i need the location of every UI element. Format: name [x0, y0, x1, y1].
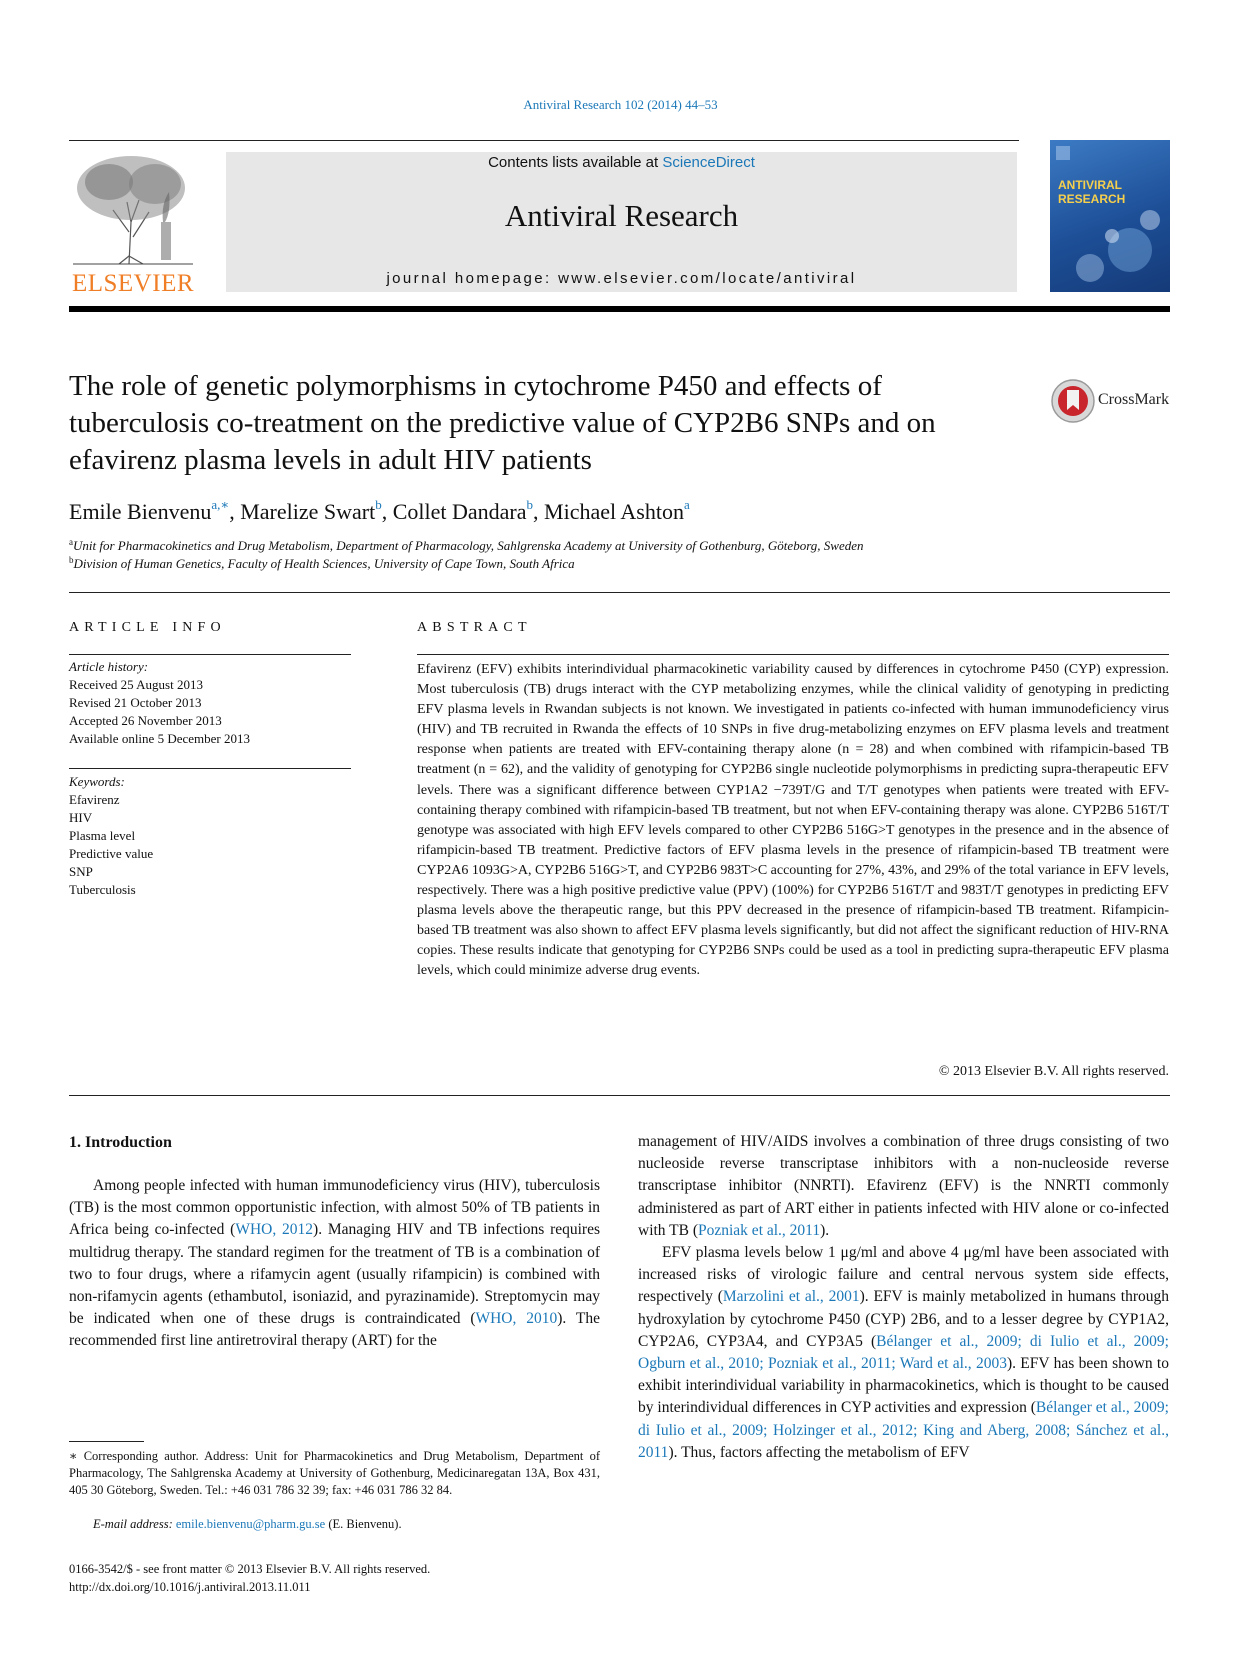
- intro-paragraph: [638, 1131, 1169, 1242]
- paragraph-text: ). Managing HIV and TB infections requires multidrug therapy. The standard regimen for the treatment of TB is a combination of two to four drugs, where a rifamycin agent (usually rifampicin) is combined with non-rifamycin agents (ethambutol, isoniazid, and pyrazinamide). Streptomycin may be indicated when one of these drugs is contraindicated (: [69, 1221, 600, 1328]
- reference-link[interactable]: Bélanger et al., 2009; di Iulio et al., 2009; Holzinger et al., 2012; King and Aberg, 2008; Sánchez et al., 2011: [638, 1399, 1169, 1461]
- crossmark-badge[interactable]: [1050, 378, 1180, 424]
- abstract-heading: ABSTRACT: [417, 620, 532, 635]
- keyword-item: Tuberculosis: [69, 882, 136, 897]
- email-label: E-mail address:: [93, 1517, 176, 1531]
- history-item: Accepted 26 November 2013: [69, 713, 222, 728]
- section-heading: 1. Introduction: [69, 1134, 172, 1151]
- header-thick-rule: [69, 306, 1170, 312]
- cover-art-icon: [1050, 140, 1170, 292]
- article-history: [69, 658, 351, 748]
- reference-link[interactable]: Pozniak et al., 2011: [698, 1221, 821, 1239]
- author-affiliation-mark[interactable]: b: [375, 497, 382, 512]
- abstract-copyright: © 2013 Elsevier B.V. All rights reserved.: [938, 1064, 1169, 1079]
- author-separator: ,: [381, 499, 393, 524]
- author-list: [69, 497, 690, 525]
- keyword-item: SNP: [69, 864, 93, 879]
- intro-paragraph: [638, 1242, 1169, 1464]
- intro-right-column: [638, 1131, 1169, 1464]
- reference-link[interactable]: Bélanger et al., 2009; di Iulio et al., 2009; Ogburn et al., 2010; Pozniak et al., 2011; Ward et al., 2003: [638, 1332, 1169, 1373]
- email-suffix: (E. Bienvenu).: [325, 1517, 402, 1531]
- elsevier-logo[interactable]: [69, 152, 197, 296]
- article-title: The role of genetic polymorphisms in cytochrome P450 and effects of tuberculosis co-treatment on the predictive value of CYP2B6 SNPs and on efavirenz plasma levels in adult HIV patients: [69, 370, 936, 476]
- reference-link[interactable]: WHO, 2012: [235, 1221, 314, 1239]
- divider: [417, 654, 1169, 655]
- author-name[interactable]: Emile Bienvenu: [69, 499, 212, 524]
- affiliation: [69, 555, 575, 572]
- crossmark-label: CrossMark: [1098, 391, 1170, 408]
- email-link[interactable]: emile.bienvenu@pharm.gu.se: [175, 1517, 326, 1531]
- history-item: Available online 5 December 2013: [69, 731, 250, 746]
- divider: [69, 592, 1170, 593]
- journal-cover[interactable]: [1050, 140, 1170, 292]
- divider: [69, 654, 351, 655]
- keyword-item: Predictive value: [69, 846, 154, 861]
- affiliation-text: Division of Human Genetics, Faculty of Health Sciences, University of Cape Town, South Africa: [73, 556, 575, 571]
- email-footnote: [93, 1516, 600, 1533]
- intro-left-column: [69, 1175, 600, 1353]
- corresponding-author-footnote: ∗ Corresponding author. Address: Unit for Pharmacokinetics and Drug Metabolism, Department of Pharmacology, The Sahlgrenska Academy at University of Gothenburg, Medicinaregatan 13A, Box 431, 405 30 Göteborg, Sweden. Tel.: +46 031 786 32 39; fax: +46 031 786 32 84.: [69, 1449, 600, 1497]
- intro-paragraph: [69, 1175, 600, 1353]
- contents-prefix: Contents lists available at: [488, 154, 663, 171]
- paragraph-text: ). Thus, factors affecting the metabolism of EFV: [668, 1443, 970, 1461]
- divider: [69, 768, 351, 769]
- author-name[interactable]: Michael Ashton: [544, 499, 684, 524]
- affiliation-key: a: [69, 537, 73, 547]
- history-label: Article history:: [69, 659, 149, 674]
- divider: [69, 1095, 1170, 1096]
- issn-line: 0166-3542/$ - see front matter © 2013 Elsevier B.V. All rights reserved.: [69, 1562, 431, 1576]
- author-name[interactable]: Collet Dandara: [392, 499, 527, 524]
- journal-citation[interactable]: Antiviral Research 102 (2014) 44–53: [523, 97, 718, 112]
- doi-link[interactable]: http://dx.doi.org/10.1016/j.antiviral.2013.11.011: [69, 1580, 311, 1594]
- keyword-item: Efavirenz: [69, 792, 120, 807]
- keywords-label: Keywords:: [69, 774, 125, 789]
- contents-line: [226, 154, 1017, 171]
- header-rule: [69, 140, 1019, 141]
- footnote-rule: [69, 1441, 144, 1442]
- affiliation: [69, 537, 863, 554]
- paragraph-text: ). The recommended first line antiretroviral therapy (ART) for the: [69, 1310, 600, 1350]
- paragraph-text: ). EFV is mainly metabolized in humans through hydroxylation by cytochrome P450 (CYP) 2B6, and to a lesser degree by CYP1A2, CYP2A6, CYP3A4, and CYP3A5 (: [638, 1288, 1170, 1350]
- author-affiliation-mark[interactable]: b: [526, 497, 534, 512]
- journal-homepage[interactable]: journal homepage: www.elsevier.com/locate/antiviral: [386, 270, 857, 287]
- author-separator: ,: [229, 499, 241, 524]
- history-item: Revised 21 October 2013: [69, 695, 202, 710]
- cover-title: ANTIVIRAL RESEARCH: [1058, 178, 1126, 206]
- keyword-item: Plasma level: [69, 828, 136, 843]
- keywords: [69, 773, 351, 899]
- crossmark-icon: [1050, 378, 1096, 424]
- paragraph-text: management of HIV/AIDS involves a combination of three drugs consisting of two nucleoside reverse transcriptase inhibitors with a non-nucleoside reverse transcriptase inhibitor (NNRTI). Efavirenz (EFV) is the NNRTI commonly administered as part of ART either in patients infected with HIV alone or co-infected with TB (: [638, 1133, 1169, 1239]
- history-item: Received 25 August 2013: [69, 677, 203, 692]
- paragraph-text: ). EFV has been shown to exhibit interindividual variability in pharmacokinetics, which is thought to be caused by interindividual differences in CYP activities and expression (: [638, 1355, 1169, 1417]
- paragraph-text: EFV plasma levels below 1 μg/ml and above 4 μg/ml have been associated with increased risks of virologic failure and central nervous system side effects, respectively (: [638, 1244, 1169, 1306]
- keyword-item: HIV: [69, 810, 93, 825]
- reference-link[interactable]: WHO, 2010: [475, 1310, 558, 1328]
- publisher-name: ELSEVIER: [71, 270, 195, 297]
- affiliation-text: Unit for Pharmacokinetics and Drug Metabolism, Department of Pharmacology, Sahlgrenska Academy at University of Gothenburg, Göteborg, Sweden: [73, 538, 864, 553]
- tree-icon: [69, 152, 197, 266]
- journal-name: Antiviral Research: [504, 198, 739, 233]
- author-separator: ,: [533, 499, 545, 524]
- reference-link[interactable]: Marzolini et al., 2001: [722, 1288, 860, 1306]
- sciencedirect-link[interactable]: ScienceDirect: [662, 154, 755, 171]
- paragraph-text: Among people infected with human immunodeficiency virus (HIV), tuberculosis (TB) is the most common opportunistic infection, with almost 50% of TB patients in Africa being co-infected (: [69, 1177, 600, 1239]
- author-name[interactable]: Marelize Swart: [240, 499, 376, 524]
- affiliation-key: b: [69, 555, 74, 565]
- abstract-text: Efavirenz (EFV) exhibits interindividual pharmacokinetic variability caused by differences in cytochrome P450 (CYP) expression. Most tuberculosis (TB) drugs interact with the CYP metabolizing enzymes, while the clinical validity of genotyping in predicting EFV plasma levels in Rwandan subjects is not known. We investigated in patients co-infected with human immunodeficiency virus (HIV) and TB recruited in Rwanda the effects of 10 SNPs in five drug-metabolizing enzymes on EFV plasma levels and treatment response when patients are treated with EFV-containing therapy alone (n = 28) and when combined with rifampicin-based TB treatment (n = 62), and the validity of genotyping for CYP2B6 single nucleotide polymorphisms in predicting supra-therapeutic EFV levels. There was a significant difference between CYP1A2 −739T/G and T/T genotypes when patients were treated with EFV-containing therapy combined with rifampicin-based TB treatment, but not when EFV-containing therapy was alone. CYP2B6 516T/T genotype was associated with high EFV levels compared to other CYP2B6 516G>T genotypes in the presence and in the absence of rifampicin-based TB treatment. Predictive factors of EFV plasma levels in the presence of rifampicin-based TB treatment were CYP2A6 1093G>A, CYP2B6 516G>T, and CYP2B6 983T>C accounting for 27%, 43%, and 29% of the total variance in EFV levels, respectively. There was a high positive predictive value (PPV) (100%) for CYP2B6 516T/T and 983T/T genotypes in predicting EFV plasma levels above the therapeutic range, but this PPV decreased in the presence of rifampicin-based TB treatment. Rifampicin-based TB treatment was also shown to affect EFV plasma levels significantly, but did not affect the significant reduction of HIV-RNA copies. These results indicate that genotyping for CYP2B6 SNPs could be used as a tool in predicting supra-therapeutic EFV plasma levels, which could minimize adverse drug events.: [417, 662, 1169, 979]
- article-info-heading: ARTICLE INFO: [69, 620, 226, 635]
- journal-banner: [226, 152, 1017, 292]
- paragraph-text: ).: [820, 1221, 830, 1239]
- author-affiliation-mark[interactable]: a: [683, 497, 690, 512]
- author-affiliation-mark[interactable]: a,∗: [211, 497, 230, 512]
